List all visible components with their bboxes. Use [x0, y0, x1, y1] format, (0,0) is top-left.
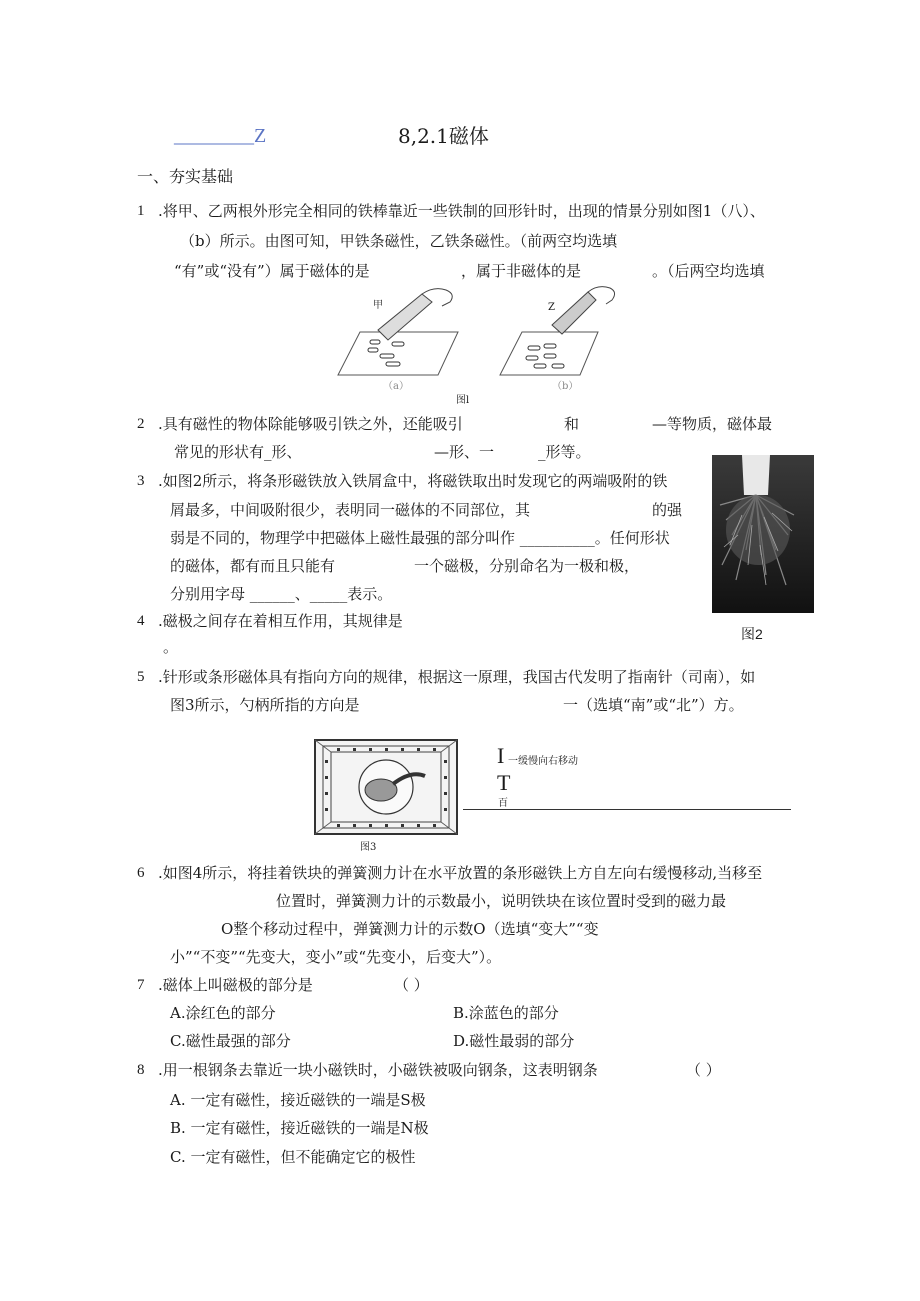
- q6-line2: 位置时，弹簧测力计的示数最小，说明铁块在该位置时受到的磁力最: [276, 892, 727, 910]
- fig3-caption: 图3: [360, 842, 377, 853]
- fig4-bottom: 百: [498, 798, 508, 809]
- figure-3: [313, 738, 459, 838]
- q5-line2a: 图3所示，勺柄所指的方向是: [170, 696, 360, 714]
- q3-number: 3: [137, 473, 145, 489]
- q7-option-d: D.磁性最弱的部分: [453, 1032, 575, 1050]
- q5-line2b: 一（选填“南”或“北”）方。: [563, 696, 744, 714]
- q6-line1: .如图4所示，将挂着铁块的弹簧测力计在水平放置的条形磁铁上方自左向右缓慢移动,当移至: [158, 864, 763, 882]
- q5-number: 5: [137, 669, 145, 685]
- q7-stem: .磁体上叫磁极的部分是: [158, 976, 313, 994]
- fig1-rod-b-label: Z: [548, 302, 555, 313]
- fig4-baseline: [463, 809, 791, 810]
- q6-line3: O整个移动过程中，弹簧测力计的示数O（选填“变大”“变: [221, 920, 599, 938]
- fig1-rod-a-label: 甲: [373, 300, 383, 311]
- q2-number: 2: [137, 416, 145, 432]
- fig4-I: I: [497, 743, 505, 768]
- q3-line4b: 一个磁极，分别命名为一极和极，: [414, 557, 640, 575]
- q3-line4a: 的磁体，都有而且只能有: [170, 557, 336, 575]
- q5-line1: .针形或条形磁体具有指向方向的规律，根据这一原理，我国古代发明了指南针（司南），如: [158, 668, 756, 686]
- q7-option-c: C.磁性最强的部分: [170, 1032, 291, 1050]
- q6-line4: 小”“不变”“先变大，变小”或“先变小，后变大”）。: [170, 948, 502, 966]
- q4-number: 4: [137, 613, 145, 629]
- q1-line3a: “有”或“没有”）属于磁体的是: [174, 262, 370, 280]
- q3-line1: .如图2所示，将条形磁铁放入铁屑盒中，将磁铁取出时发现它的两端吸附的铁: [158, 472, 668, 490]
- fig4-move-text: 一缓慢向右移动: [508, 756, 578, 767]
- q8-stem: .用一根钢条去靠近一块小磁铁时，小磁铁被吸向钢条，这表明钢条: [158, 1061, 598, 1079]
- q3-line5: 分别用字母 ______、_____表示。: [170, 585, 393, 603]
- q8-answer-paren: （ ）: [686, 1061, 721, 1079]
- q8-number: 8: [137, 1062, 145, 1078]
- q2-line1c: —等物质，磁体最: [652, 415, 773, 433]
- q1-line3b: ，属于非磁体的是: [461, 262, 582, 280]
- q3-line2b: 的强: [652, 501, 683, 519]
- header-mark: ________Z: [174, 125, 267, 147]
- q1-line2: （b）所示。由图可知，甲铁条磁性，乙铁条磁性。（前两空均选填: [180, 232, 618, 250]
- fig1-caption: 图l: [456, 395, 470, 406]
- q1-line3c: 。（后两空均选填: [652, 262, 765, 280]
- q2-line2b: —形、一: [434, 443, 495, 461]
- q1-line1: .将甲、乙两根外形完全相同的铁棒靠近一些铁制的回形针时，出现的情景分别如图1（八）、: [158, 202, 765, 220]
- q7-number: 7: [137, 977, 145, 993]
- q2-line2c: _形等。: [538, 443, 591, 461]
- q7-option-a: A.涂红色的部分: [170, 1004, 276, 1022]
- q7-option-b: B.涂蓝色的部分: [453, 1004, 559, 1022]
- q8-option-b: B. 一定有磁性，接近磁铁的一端是N极: [170, 1119, 429, 1137]
- q2-line2a: 常见的形状有_形、: [174, 443, 302, 461]
- q8-option-c: C. 一定有磁性，但不能确定它的极性: [170, 1148, 416, 1166]
- q8-option-a: A. 一定有磁性，接近磁铁的一端是S极: [170, 1091, 426, 1109]
- q3-line3: 弱是不同的，物理学中把磁体上磁性最强的部分叫作 __________。任何形状: [170, 529, 670, 547]
- q4-line2: 。: [163, 638, 179, 656]
- q3-line2a: 屑最多，中间吸附很少，表明同一磁体的不同部位，其: [170, 501, 531, 519]
- section-heading: 一、夯实基础: [137, 167, 234, 186]
- fig4-T: T: [497, 770, 511, 795]
- q6-number: 6: [137, 865, 145, 881]
- q4-line1: .磁极之间存在着相互作用，其规律是: [158, 612, 403, 630]
- figure-2: [712, 455, 814, 613]
- q1-number: 1: [137, 203, 145, 219]
- q2-line1a: .具有磁性的物体除能够吸引铁之外，还能吸引: [158, 415, 463, 433]
- fig2-caption: 图2: [741, 626, 763, 642]
- q7-answer-paren: （ ）: [394, 976, 429, 994]
- q2-line1b: 和: [564, 415, 580, 433]
- fig1-label-b: （b）: [552, 381, 579, 392]
- page-title: 8,2.1磁体: [398, 124, 489, 148]
- fig1-label-a: （a）: [383, 381, 409, 392]
